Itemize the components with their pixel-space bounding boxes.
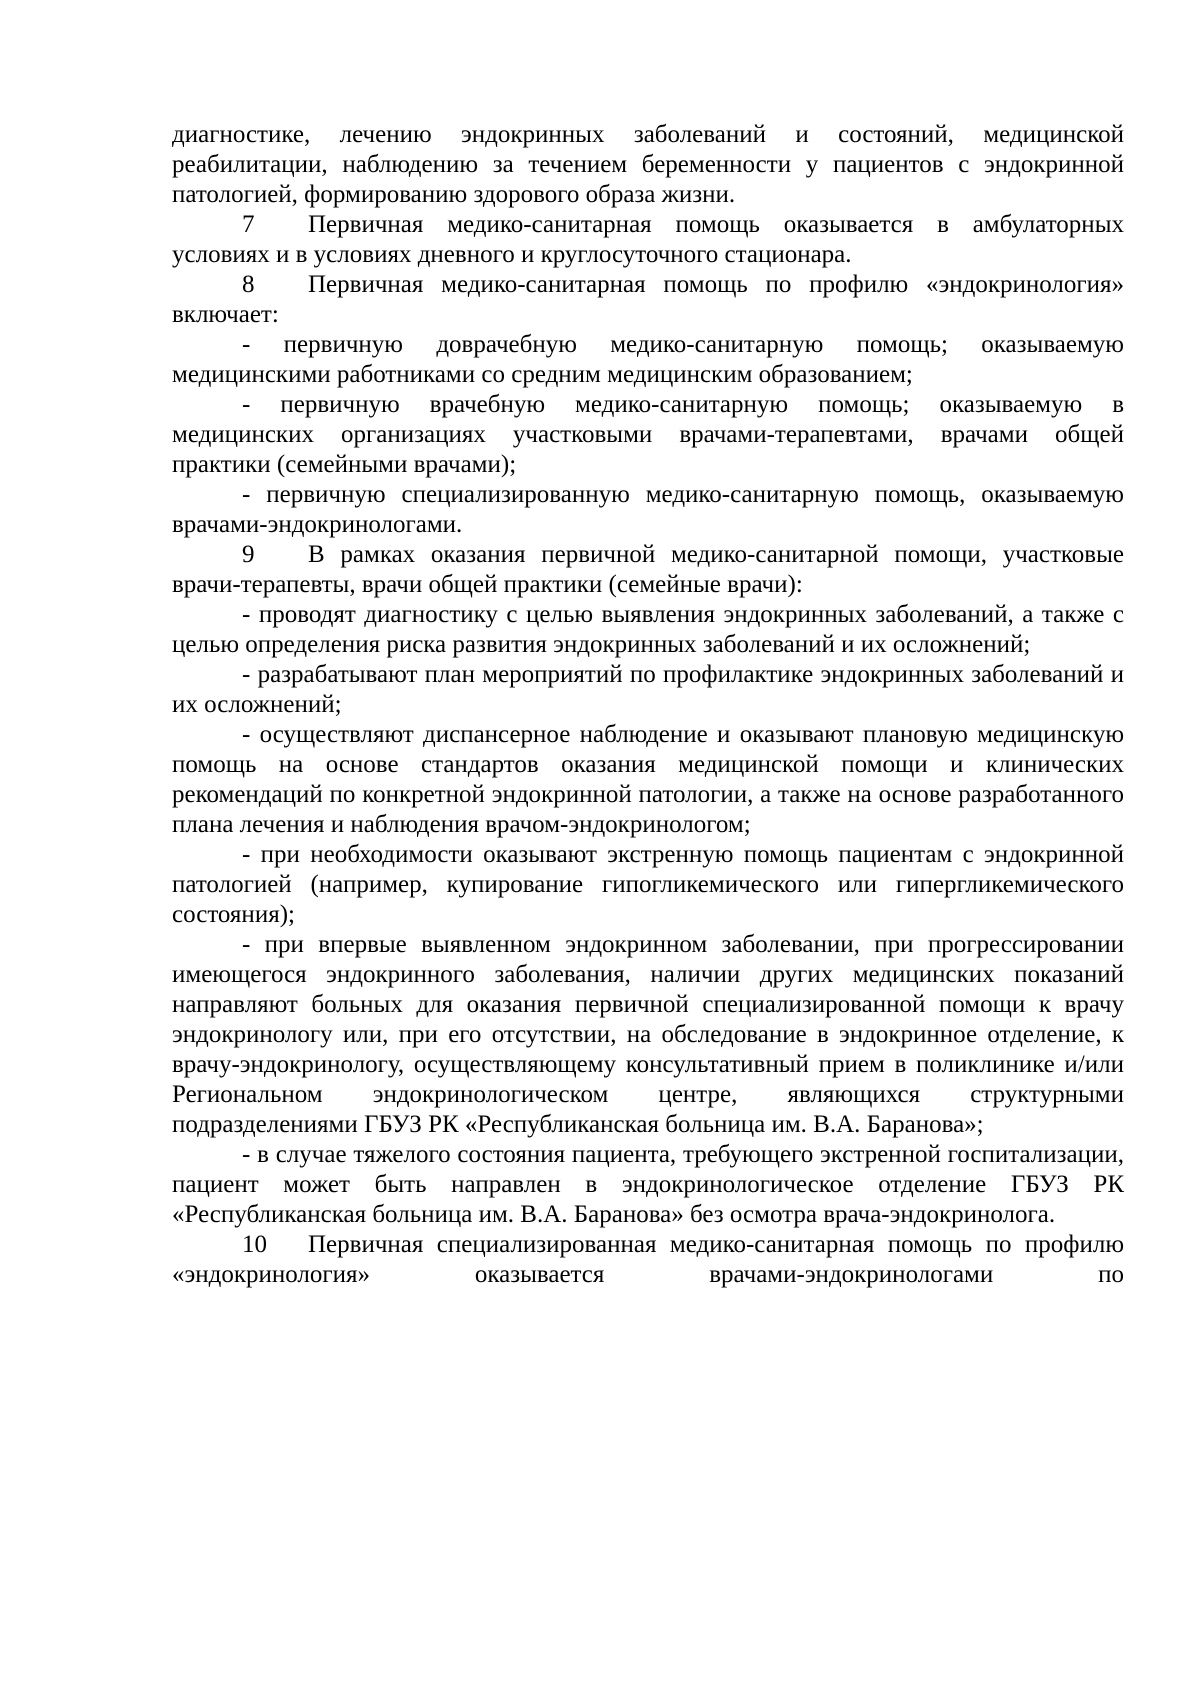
paragraph-continuation: диагностике, лечению эндокринных заболеваний и состояний, медицинской реабилитации, наблюдению за течением беременности у пациентов с эндокринной патологией, формированию здорового образа жизни. (172, 121, 1124, 208)
paragraph-text: В рамках оказания первичной медико-санитарной помощи, участковые врачи-терапевты, врачи общей практики (семейные врачи): (172, 541, 1124, 598)
document-body (172, 120, 1124, 1290)
list-item: - при необходимости оказывают экстренную помощь пациентам с эндокринной патологией (например, купирование гипогликемического или гипергликемического состояния); (172, 841, 1124, 928)
paragraph-number: 7 (242, 211, 255, 238)
paragraph-10 (172, 1230, 1124, 1290)
paragraph-text: Первичная медико-санитарная помощь оказывается в амбулаторных условиях и в условиях дневного и круглосуточного стационара. (172, 211, 1124, 268)
paragraph-number: 10 (242, 1231, 267, 1258)
paragraph-number: 9 (242, 541, 255, 568)
paragraph-9 (172, 540, 1124, 600)
list-item: - первичную специализированную медико-санитарную помощь, оказываемую врачами-эндокринологами. (172, 481, 1124, 538)
paragraph-8 (172, 270, 1124, 330)
list-item: - первичную доврачебную медико-санитарную помощь; оказываемую медицинскими работниками со средним медицинским образованием; (172, 331, 1124, 388)
list-item: - при впервые выявленном эндокринном заболевании, при прогрессировании имеющегося эндокринного заболевания, наличии других медицинских показаний направляют больных для оказания первичной специализированной помощи к врачу эндокринологу или, при его отсутствии, на обследование в эндокринное отделение, к врачу-эндокринологу, осуществляющему консультативный прием в поликлинике и/или Региональном эндокринологическом центре, являющихся структурными подразделениями ГБУЗ РК «Республиканская больница им. В.А. Баранова»; (172, 931, 1124, 1138)
list-item: - осуществляют диспансерное наблюдение и оказывают плановую медицинскую помощь на основе стандартов оказания медицинской помощи и клинических рекомендаций по конкретной эндокринной патологии, а также на основе разработанного плана лечения и наблюдения врачом-эндокринологом; (172, 721, 1124, 838)
list-item: - разрабатывают план мероприятий по профилактике эндокринных заболеваний и их осложнений; (172, 661, 1124, 718)
paragraph-7 (172, 210, 1124, 270)
list-item: - проводят диагностику с целью выявления эндокринных заболеваний, а также с целью определения риска развития эндокринных заболеваний и их осложнений; (172, 601, 1124, 658)
paragraph-number: 8 (242, 271, 255, 298)
list-item: - в случае тяжелого состояния пациента, требующего экстренной госпитализации, пациент может быть направлен в эндокринологическое отделение ГБУЗ РК «Республиканская больница им. В.А. Баранова» без осмотра врача-эндокринолога. (172, 1141, 1124, 1228)
list-item: - первичную врачебную медико-санитарную помощь; оказываемую в медицинских организациях участковыми врачами-терапевтами, врачами общей практики (семейными врачами); (172, 391, 1124, 478)
paragraph-text: Первичная специализированная медико-санитарная помощь по профилю «эндокринология» оказывается врачами-эндокринологами по (172, 1231, 1124, 1288)
paragraph-text: Первичная медико-санитарная помощь по профилю «эндокринология» включает: (172, 271, 1124, 328)
